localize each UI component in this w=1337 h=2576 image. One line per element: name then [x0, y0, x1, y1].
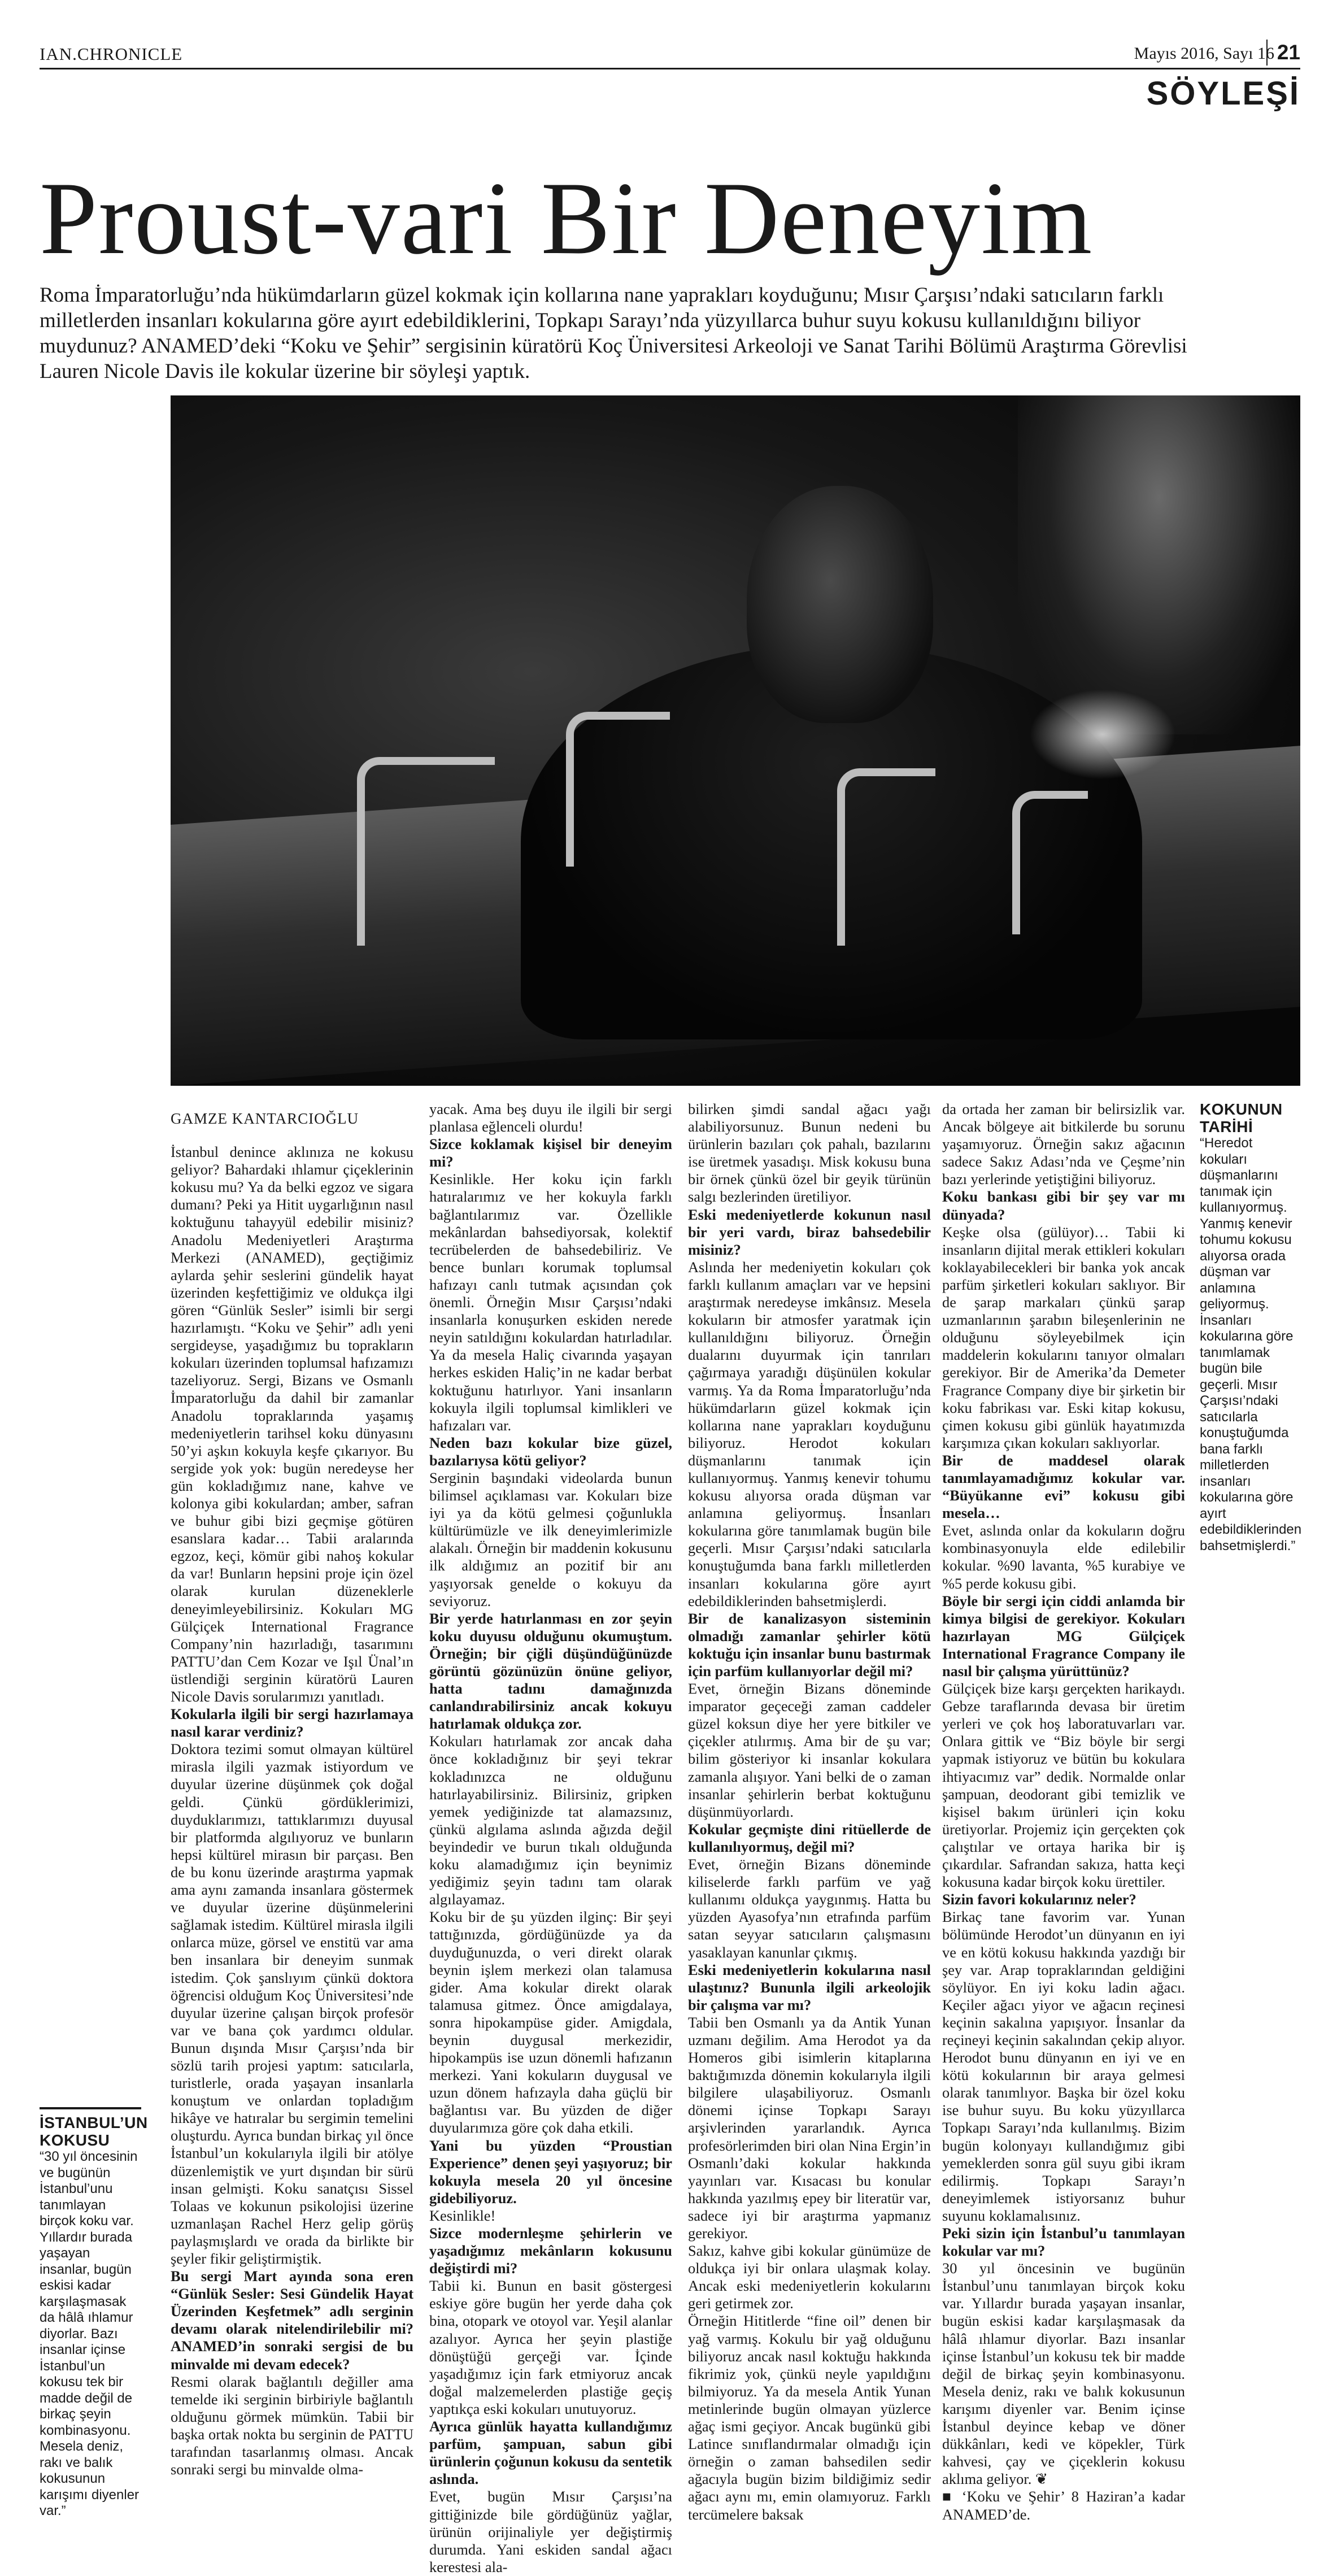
interview-question: Neden bazı kokular bize güzel, bazılarıysa kötü geliyor?: [429, 1434, 672, 1469]
interview-question: Ayrıca günlük hayatta kullandığımız parfüm, şampuan, sabun gibi ürünlerin çoğunun kokusu da sentetik aslında.: [429, 2418, 672, 2488]
body-paragraph: Aslında her medeniyetin kokuları çok farklı kullanım amaçları var ve hepsini araştırmak neredeyse imkânsız. Mesela kokuların bir atmosfer yaratmak için kullanıldığını biliyoruz. Örneğin dualarını duyurmak için tanrıları çağırmaya yaradığı düşünülen kokular varmış. Ya da Roma İmparatorluğu’nda hükümdarların güzel kokmak için kollarına nane yaprakları koyduğunu biliyoruz. Herodot kokuları düşmanlarını tanımak için kullanıyormuş. Yanmış kenevir tohumu kokusu alıyorsa orada düşman var anlamına geliyormuş. İnsanları kokularına göre tanımlamak bugün bile geçerli. Mısır Çarşısı’ndaki satıcılarla konuştuğumda bana farklı milletlerden insanları kokularına göre ayırt edebildiklerinden bahsetmişlerdi.: [688, 1258, 931, 1609]
body-paragraph: yacak. Ama beş duyu ile ilgili bir sergi planlasa eğlenceli olurdu!: [429, 1100, 672, 1135]
body-paragraph: Kesinlikle. Her koku için farklı hatıralarımız ve her kokuyla farklı bağlantılarımız var. Özellikle mekânlardan bahsediyorsak, kolektif tecrübelerden de bahsedebiliriz. Ve bence bunları korumak toplumsal hafızayı canlı tutmak açısından çok önemli. Örneğin Mısır Çarşısı’ndaki insanlarla konuşurken eskiden nerede neyin satıldığını kokulardan hatırladılar. Ya da mesela Haliç civarında yaşayan herkes eskiden Haliç’in ne kadar berbat koktuğunu hatırlıyor. Yani insanların kokuyla ilgili toplumsal kimlikleri ve hafızaları var.: [429, 1170, 672, 1434]
body-paragraph: Örneğin Hititlerde “fine oil” denen bir yağ varmış. Kokulu bir yağ olduğunu biliyoruz ancak nasıl koktuğu hakkında fikrimiz yok, çünkü neyle yapıldığını bilmiyoruz. Ya da mesela Antik Yunan metinlerinde bugün olmayan yüzlerce ağaç ismi geçiyor. Ancak bugünkü gibi Latince sınıflandırmalar olmadığı için örneğin o zaman bahsedilen sedir ağacıyla bugün bizim bildiğimiz sedir ağacı aynı mı, emin olamıyoruz. Farklı tercümelere baksak: [688, 2312, 931, 2523]
interview-question: Eski medeniyetlerde kokunun nasıl bir yeri vardı, biraz bahsedebilir misiniz?: [688, 1206, 931, 1258]
interview-question: Sizce modernleşme şehirlerin ve yaşadığımız mekânların kokusunu değiştirdi mi?: [429, 2225, 672, 2277]
body-paragraph: Birkaç tane favorim var. Yunan bölümünde Herodot’un dünyanın en iyi ve en kötü kokusu hakkında yazdığı bir şey var. Arap topraklarından geldiğini söylüyor. En iyi koku ladin ağacı. Keçiler ağacı yiyor ve ağacın reçinesi keçinin sakalına yapışıyor. İnsanlar da reçineyi keçinin sakalından çekip alıyor. Herodot bunu dünyanın en iyi ve en kötü kokularının bir araya gelmesi olarak tanımlıyor. Başka bir özel koku ise buhur suyu. Bu koku yüzyıllarca Topkapı Sarayı’nda kullanılmış. Bizim bugün kolonyayı kullandığımız gibi yemeklerden sonra gül suyu gibi ikram edilirmiş. Topkapı Sarayı’n deneyimlemek istiyorsanız buhur suyunu koklamalısınız.: [942, 1908, 1185, 2224]
article-column-2: [429, 1100, 672, 2576]
sidebar-text: “Heredot kokuları düşmanlarını tanımak için kullanıyormuş. Yanmış kenevir tohumu kokusu alıyorsa orada düşman var anlamına geliyormuş. İnsanları kokularına göre tanımlamak bugün bile geçerli. Mısır Çarşısı’ndaki satıcılarla konuştuğumda bana farklı milletlerden insanları kokularına göre ayırt edebildiklerinden bahsetmişlerdi.”: [1200, 1135, 1302, 1554]
body-paragraph: Tabii ben Osmanlı ya da Antik Yunan uzmanı değilim. Ama Herodot ya da Homeros gibi isimlerin kitaplarına baktığımızda dönemin kokularıyla ilgili bilgilere ulaşabiliyoruz. Osmanlı dönemi içinse Topkapı Sarayı arşivlerinden yararlandık. Ayrıca profesörlerimden biri olan Nina Ergin’in Osmanlı’daki kokular hakkında yayınları var. Kısacası bu konular hakkında yazılmış epey bir literatür var, sadece iyi bir araştırma yapmanız gerekiyor.: [688, 2013, 931, 2242]
body-paragraph: İstanbul denince aklınıza ne kokusu geliyor? Bahardaki ıhlamur çiçeklerinin kokusu mu? Ya da belki egzoz ve sigara dumanı? Peki ya Hitit uygarlığının nasıl koktuğunu tahayyül edebilir misiniz? Anadolu Medeniyetleri Araştırma Merkezi (ANAMED), geçtiğimiz aylarda şehir seslerini gündelik hayat üzerinden keşfettiğimiz ve oldukça ilgi gören “Günlük Sesler” isimli bir sergi hazırlamıştı. “Koku ve Şehir” adlı yeni sergideyse, yaşadığımız bu toprakların kokuları üzerinden toplumsal hafızamızı tazeliyoruz. Sergi, Bizans ve Osmanlı İmparatorluğu da dahil bir zamanlar Anadolu topraklarında yaşamış medeniyetlerin tarihsel koku dünyasını 50’yi aşkın kokuyla keşfe çıkarıyor. Bu sergide yok yok: bugün neredeyse her gün kokladığımız nane, kahve ve kolonya gibi kokulardan; amber, safran ve buhur gibi bizi geçmişe götüren esanslara kadar… Tabii aralarında egzoz, keçi, kömür gibi nahoş kokular da var! Bunların hepsini proje için özel olarak kurulan düzeneklerle deneyimleyebilirsiniz. Kokuları MG Gülçiçek International Fragrance Company’nin hazırladığı, tasarımını PATTU’dan Cem Kozar ve Işıl Ünal’ın üstlendiği serginin küratörü Lauren Nicole Davis sorularımızı yanıtladı.: [171, 1143, 413, 1705]
photo-pipe: [566, 712, 670, 867]
body-paragraph: Evet, örneğin Bizans döneminde kiliselerde farklı parfüm ve yağ kullanımı oldukça yaygınmış. Hatta bu yüzden Ayasofya’nın etrafında parfüm satan seyyar satıcıların çalışmasını yasaklayan kanunlar çıkmış.: [688, 1856, 931, 1961]
sidebar-text: “30 yıl öncesinin ve bugünün İstanbul’unu tanımlayan birçok koku var. Yıllardır burada yaşayan insanlar, bugün eskisi kadar karşılaşmasak da hâlâ ıhlamur diyorlar. Bazı insanlar içinse İstanbul’un kokusu tek bir madde değil de birkaç şeyin kombinasyonu. Mesela deniz, rakı ve balık kokusunun karışımı diyenler var.”: [40, 2149, 140, 2518]
interview-question: Kokularla ilgili bir sergi hazırlamaya nasıl karar verdiniz?: [171, 1705, 413, 1740]
interview-question: Böyle bir sergi için ciddi anlamda bir kimya bilgisi de gerekiyor. Kokuları hazırlayan MG Gülçiçek International Fragrance Company ile nasıl bir çalışma yürüttünüz?: [942, 1592, 1185, 1679]
photo-pipe: [837, 768, 935, 946]
header-divider: [1266, 40, 1268, 66]
interview-question: Peki sizin için İstanbul’u tanımlayan kokular var mı?: [942, 2225, 1185, 2260]
interview-question: Koku bankası gibi bir şey var mı dünyada?: [942, 1188, 1185, 1223]
body-paragraph: Evet, bugün Mısır Çarşısı’na gittiğinizde bile gördüğünüz yağlar, ürünün orijinaliyle yer değiştirmiş durumda. Yani eskiden sandal ağacı kerestesi ala-: [429, 2488, 672, 2575]
body-paragraph: da ortada her zaman bir belirsizlik var. Ancak bölgeye ait bitkilerde bu sorunu yaşamıyoruz. Örneğin sakız ağacının sadece Sakız Adası’nda ve Çeşme’nin bazı yerlerinde yetiştiğini biliyoruz.: [942, 1100, 1185, 1188]
photo-smoke: [1029, 689, 1176, 780]
photo-light: [1018, 395, 1300, 734]
article-column-4: [942, 1100, 1185, 2523]
page-number: 21: [1277, 41, 1300, 64]
body-paragraph: Serginin başındaki videolarda bunun bilimsel açıklaması var. Kokuları bize iyi ya da kötü gelmesi çoğunlukla kültürümüzle ve ilk deneyimlerimizle alakalı. Örneğin bir maddenin kokusunu ilk aldığımız an pozitif bir anı yaşıyorsak genelde o kokuyu da seviyoruz.: [429, 1469, 672, 1609]
body-paragraph: Keşke olsa (gülüyor)… Tabii ki insanların dijital merak ettikleri kokuları koklayabilecekleri bir banka yok ancak parfüm şirketleri kokuları saklıyor. Bir de şarap markaları çünkü şarap uzmanlarının şarabın bileşenlerinin ne olduğunu söyleyebilmek için maddelerin kokularını tanıyor olmaları gerekiyor. Bir de Amerika’da Demeter Fragrance Company diye bir şirketin bir koku fabrikası var. Eski kitap kokusu, çimen kokusu gibi günlük hayatımızda karşımıza çıkan kokuları saklıyorlar.: [942, 1223, 1185, 1451]
photo-pipe: [1012, 791, 1088, 934]
publication-name: IAN.CHRONICLE: [40, 44, 183, 64]
photo-person-head: [747, 486, 933, 723]
body-paragraph: 30 yıl öncesinin ve bugünün İstanbul’unu tanımlayan birçok koku var. Yıllardır burada yaşayan insanlar, bugün eskisi kadar karşılaşmasak da hâlâ ıhlamur diyorlar. Bazı insanlar içinse İstanbul’un kokusu tek bir madde değil de birkaç şeyin kombinasyonu. Mesela deniz, rakı ve balık kokusunun karışımı diyenler var. Benim içinse İstanbul deyince kebap ve döner dükkânları, kedi ve köpekler, Türk kahvesi, çay ve çiçeklerin kokusu aklıma geliyor. ❦: [942, 2260, 1185, 2488]
section-label: SÖYLEŞİ: [1146, 75, 1300, 112]
article-lead: Roma İmparatorluğu’nda hükümdarların güzel kokmak için kollarına nane yaprakları koyduğunu; Mısır Çarşısı’ndaki satıcıların farklı milletlerden insanları kokularına göre ayırt edebildiklerini, Topkapı Sarayı’nda yüzyıllarca buhur suyu kokusu kullanıldığını biliyor muydunuz? ANAMED’deki “Koku ve Şehir” sergisinin küratörü Koç Üniversitesi Arkeoloji ve Sanat Tarihi Bölümü Araştırma Görevlisi Lauren Nicole Davis ile kokular üzerine bir söyleşi yaptık.: [40, 284, 1187, 383]
sidebar-pullquote-istanbul: [40, 2107, 148, 2520]
article-photo: [171, 395, 1300, 1086]
article-column-1: [171, 1110, 413, 2478]
body-paragraph: ■ ‘Koku ve Şehir’ 8 Haziran’a kadar ANAMED’de.: [942, 2488, 1185, 2523]
body-paragraph: Gülçiçek bize karşı gerçekten harikaydı. Gebze taraflarında devasa bir üretim yerleri ve çok hoş laboratuvarları var. Onlara gittik ve “Biz böyle bir sergi yapmak istiyoruz ve bütün bu kokulara ihtiyacımız var” dedik. Normalde onlar şampuan, deodorant gibi temizlik ve kişisel bakım ürünleri için koku üretiyorlar. Projemiz için gerçekten çok çalıştılar ve ortaya harika bir iş çıkardılar. Safrandan sakıza, hatta keçi kokusuna kadar birçok koku ürettiler.: [942, 1680, 1185, 1891]
page-header: [40, 41, 1300, 69]
body-paragraph: Evet, aslında onlar da kokuların doğru kombinasyonuyla elde edilebilir kokular. %90 lavanta, %5 kurabiye ve %5 perde kokusu gibi.: [942, 1522, 1185, 1592]
issue-info: Mayıs 2016, Sayı 16: [1134, 44, 1274, 63]
body-paragraph: Evet, örneğin Bizans döneminde imparator geçeceği zaman caddeler güzel koksun diye her yere bitkiler ve çiçekler atılırmış. Ama bir de şu var; bilim gösteriyor ki insanlar kokulara zamanla alışıyor. Yani belki de o zaman insanlar şehirlerin berbat koktuğunu düşünmüyorlardı.: [688, 1680, 931, 1820]
interview-question: Sizce koklamak kişisel bir deneyim mi?: [429, 1135, 672, 1170]
body-paragraph: bilirken şimdi sandal ağacı yağı alabiliyorsunuz. Bunun nedeni bu ürünlerin bazıları çok pahalı, bazılarını ise üretmek yasadışı. Misk kokusu buna bir örnek çünkü özel bir geyik türünün salgı bezlerinden üretiliyor.: [688, 1100, 931, 1206]
interview-question: Bu sergi Mart ayında sona eren “Günlük Sesler: Sesi Gündelik Hayat Üzerinden Keşfetmek” adlı serginin devamı olarak nitelendirilebilir mi? ANAMED’in sonraki sergisi de bu minvalde mi devam edecek?: [171, 2268, 413, 2373]
body-paragraph: Koku bir de şu yüzden ilginç: Bir şeyi tattığınızda, gördüğünüzde ya da duyduğunuzda, o veri direkt olarak beynin işlem merkezi olan talamusa gider. Ama kokular direkt olarak talamusa gitmez. Önce amigdalaya, sonra hipokampüse gider. Amigdala, beynin duygusal merkezidir, hipokampüs ise uzun dönemli hafızanın merkezi. Yani kokuların duygusal ve uzun dönem hafızayla daha güçlü bir bağlantısı var. Bu yüzden de diğer duyularımıza göre çok daha etkili.: [429, 1908, 672, 2136]
photo-pipe: [357, 757, 495, 946]
byline: GAMZE KANTARCIOĞLU: [171, 1110, 359, 1127]
body-paragraph: Kesinlikle!: [429, 2207, 496, 2224]
body-paragraph: Resmi olarak bağlantılı değiller ama temelde iki serginin birbiriyle bağlantılı olduğunu görmek mümkün. Tabii bir başka ortak nokta bu serginin de PATTU tarafından tasarlanmış olması. Ancak sonraki sergi bu minvalde olma-: [171, 2373, 413, 2478]
interview-question: Eski medeniyetlerin kokularına nasıl ulaştınız? Bununla ilgili arkeolojik bir çalışma var mı?: [688, 1961, 931, 2013]
sidebar-heading: İSTANBUL’UN KOKUSU: [40, 2114, 148, 2149]
interview-question: Bir de maddesel olarak tanımlayamadığımız kokular var. “Büyükanne evi” kokusu gibi mesela…: [942, 1451, 1185, 1522]
article-title: Proust-vari Bir Deneyim: [40, 160, 1094, 276]
interview-question: Kokular geçmişte dini ritüellerde de kullanılıyormuş, değil mi?: [688, 1820, 931, 1855]
interview-question: Yani bu yüzden “Proustian Experience” denen şeyi yaşıyoruz; bir kokuyla mesela 20 yıl öncesine gidebiliyoruz.: [429, 2136, 672, 2207]
body-paragraph: Sakız, kahve gibi kokular günümüze de oldukça iyi bir onlara ulaşmak kolay. Ancak eski medeniyetlerin kokularını geri getirmek zor.: [688, 2242, 931, 2312]
article-column-3: [688, 1100, 931, 2523]
sidebar-heading: KOKUNUN TARİHİ: [1200, 1100, 1283, 1135]
body-paragraph: Kokuları hatırlamak zor ancak daha önce kokladığınız bir şeyi tekrar kokladınızca ne olduğunu hatırlayabilirsiniz. Bilirsiniz, gripken yemek yediğinizde tat alamazsınız, çünkü algılama aslında ağızda değil beyindedir ve burun tıkalı olduğunda koku alamadığımız için beynimiz yediğimiz şeyin tadını tam olarak algılayamaz.: [429, 1733, 672, 1908]
interview-question: Sizin favori kokularınız neler?: [942, 1891, 1136, 1908]
sidebar-pullquote-history: [1200, 1100, 1300, 1554]
interview-question: Bir de kanalizasyon sisteminin olmadığı zamanlar şehirler kötü koktuğu için insanlar bunu bastırmak için parfüm kullanıyorlar değil mi?: [688, 1609, 931, 1679]
body-paragraph: Doktora tezimi somut olmayan kültürel mirasla ilgili yazmak istiyordum ve duyular üzerine düşünmek çok doğal geldi. Çünkü gördüklerimizi, duyduklarımızı, tattıklarımızı duyusal bir platformda algılıyoruz ve bunların hepsi kültürel mirasın bir parçası. Ben de bu konu üzerinde araştırma yapmak ama aynı zamanda insanlara göstermek ve duyular üzerine düşünmelerini sağlamak istedim. Kültürel mirasla ilgili onlarca müze, görsel ve enstitü var ama ben insanlara bir deneyim sunmak istedim. Çok şanslıyım çünkü doktora öğrencisi olduğum Koç Üniversitesi’nde duyular üzerine çalışan birçok profesör var ve bana çok yardımcı oldular. Bunun dışında Mısır Çarşısı’nda bir sözlü tarih projesi yaptım: satıcılarla, turistlerle, orada yaşayan insanlarla konuştum ve onlardan topladığım hikâye ve hatıralar bu sergimin temelini oluşturdu. Ayrıca bundan birkaç yıl önce İstanbul’un kokularıyla ilgili bir atölye düzenlemiştik ve yurt dışından bir sürü insan gelmişti. Koku sanatçısı Sissel Tolaas ve kokunun psikolojisi üzerine uzmanlaşan Rachel Herz gelip görüş paylaşmışlardı ve orada da birlikte bir şeyler fikir geliştirmiştik.: [171, 1740, 413, 2267]
body-paragraph: Tabii ki. Bunun en basit göstergesi eskiye göre bugün her yerde daha çok bina, otopark ve otoyol var. Yeşil alanlar azalıyor. Ayrıca her şeyin plastiğe dönüştüğü gerçeği var. İçinde yaşadığımız için fark etmiyoruz ancak doğal malzemelerden plastiğe geçiş yaptıkça eski kokuları unutuyoruz.: [429, 2277, 672, 2417]
interview-question: Bir yerde hatırlanması en zor şeyin koku duyusu olduğunu okumuştum. Örneğin; bir çiğli düşündüğünüzde görüntü gözünüzün önüne geliyor, hatta tadını damağınızda canlandırabilirsiniz ancak kokuyu hatırlamak oldukça zor.: [429, 1609, 672, 1733]
